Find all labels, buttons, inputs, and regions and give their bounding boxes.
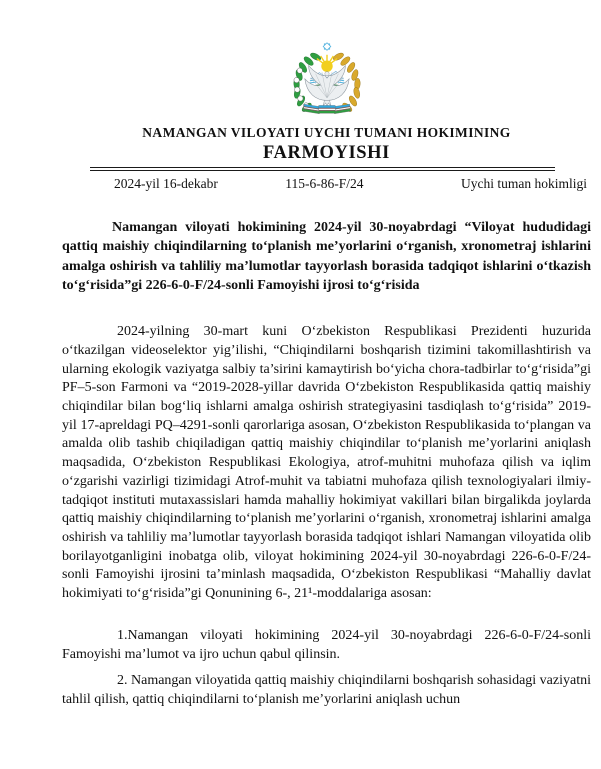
document-date: 2024-yil 16-dekabr (114, 176, 218, 191)
humo-bird-icon (304, 66, 348, 107)
organization-title: NAMANGAN VILOYATI UYCHI TUMANI HOKIMINING (142, 125, 511, 140)
document-meta-row (62, 171, 591, 192)
decree-items (62, 626, 591, 709)
flag-ribbon-icon (303, 104, 351, 114)
decree-body-paragraph: 2024-yilning 30-mart kuni O‘zbekiston Respublikasi Prezidenti huzurida o‘tkazilgan videoselektor yig’ilishi, “Chiqindilarni boshqarish tizimini takomillashtirish va ularning ekologik vaziyatga salbiy ta’sirini kamaytirish bo‘yicha chora-tadbirlar to‘g‘risida”gi PF–5-son Farmoni va “2019-2028-yillar davrida O‘zbekiston Respublikasida qattiq maishiy chiqindilar bilan bog‘liq ishlarni amalga oshirish strategiyasini tasdiqlash to‘g‘risida” 2019-yil 17-apreldagi PQ–4291-sonli qarorlariga asosan, O‘zbekiston Respublikasida to‘plangan va amalda olib tashib chiqiladigan qattiq maishiy chiqindilar to‘planish me’yorlarini aniqlash maqsadida, O‘zbekiston Respublikasi Ekologiya, atrof-muhitni muhofaza qilish va iqlim o‘zgarishi vazirligi tizimidagi Atrof-muhit va tabiatni muhofaza qilish texnologiyalari ilmiy-tadqiqot instituti mutaxassislari hamda mahalliy hokimiyat vakillari bilan birgalikda joylarda qattiq maishiy chiqindilarning to‘planish me’yorlarini o‘rganish, xronometraj ishlarini amalga oshirish va tahliliy ma’lumotlar tayyorlash borasida tadqiqot ishlari Namangan viloyatida olib borilayotganligini inobatga olib, viloyat hokimining 2024-yil 30-noyabrdagi 226-6-0-F/24-sonli Famoyishi ijrosini ta’minlash maqsadida, O‘zbekiston Respublikasi “Mahalliy davlat hokimiyati to‘g‘risida”gi Qonunining 6-, 21¹-moddalariga asosan: (62, 324, 591, 602)
decree-item-1: 1.Namangan viloyati hokimining 2024-yil 30-noyabrdagi 226-6-0-F/24-sonli Famoyishi ma’lumot va ijro uchun qabul qilinsin. (62, 627, 591, 662)
issuer-name: Uychi tuman hokimligi (460, 176, 587, 191)
document-number: 115-6-86-F/24 (285, 176, 364, 191)
document-type-title: FARMOYISHI (263, 143, 390, 163)
star-icon (323, 43, 331, 51)
decree-item-2: 2. Namangan viloyatida qattiq maishiy chiqindilarni boshqarish sohasidagi vaziyatni tahlil qilish, qattiq chiqindilarni to‘planish me’yorlarini aniqlash uchun (62, 672, 591, 707)
decree-subject-paragraph: Namangan viloyati hokimining 2024-yil 30-noyabrdagi “Viloyat hududidagi qattiq maishiy chiqindilarning to‘planish me’yorlarini o‘rganish, xronometraj ishlarini amalga oshirish va tahliliy ma’lumotlar tayyorlash borasida tadqiqot ishlarini o‘tkazish to‘g‘risida”gi 226-6-0-F/24-sonli Famoyishi ijrosi to‘g‘risida (62, 220, 591, 293)
emblem-container (62, 42, 591, 122)
uzbekistan-state-emblem-icon (289, 42, 365, 122)
